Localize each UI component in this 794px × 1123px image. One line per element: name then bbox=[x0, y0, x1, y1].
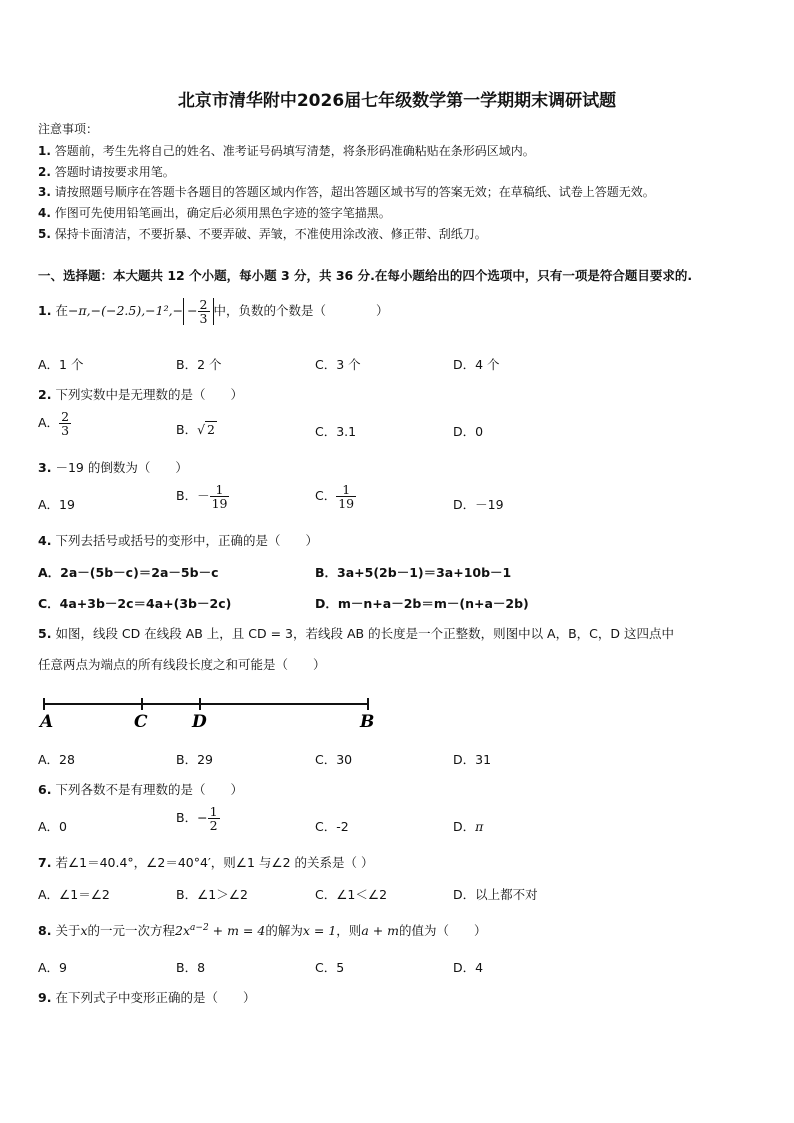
q1-option-b[interactable]: B．2 个 bbox=[176, 357, 222, 372]
point-label-a: A bbox=[40, 712, 54, 732]
q5-option-a[interactable]: A．28 bbox=[38, 752, 75, 767]
q5-option-b[interactable]: B．29 bbox=[176, 752, 213, 767]
q2-option-a[interactable]: A． $\frac{2}{3}$ bbox=[38, 409, 70, 439]
notice-item: 2. 答题时请按要求用笔。 bbox=[38, 165, 175, 179]
notice-item: 5. 保持卡面清洁，不要折暴、不要弄破、弄皱，不准使用涂改液、修正带、刮纸刀。 bbox=[38, 227, 487, 241]
q5-option-d[interactable]: D．31 bbox=[453, 752, 492, 767]
q3-option-b[interactable]: B．－ $\frac{1}{19}$ bbox=[176, 482, 228, 512]
q6-option-a[interactable]: A．0 bbox=[38, 819, 68, 834]
q7-option-c[interactable]: C．∠1＜∠2 bbox=[315, 887, 388, 902]
q8-option-c[interactable]: C．5 bbox=[315, 960, 345, 975]
q7-option-a[interactable]: A．∠1＝∠2 bbox=[38, 887, 110, 902]
question-7: 7. 若∠1＝40.4°，∠2＝40°4′，则∠1 与∠2 的关系是（ ） bbox=[38, 855, 374, 870]
q2-option-c[interactable]: C．3.1 bbox=[315, 424, 357, 439]
q1-option-a[interactable]: A．1 个 bbox=[38, 357, 84, 372]
notice-item: 4. 作图可先使用铅笔画出，确定后必须用黑色字迹的签字笔描黑。 bbox=[38, 206, 391, 220]
notice-heading: 注意事项： bbox=[38, 122, 99, 136]
point-label-d: D bbox=[192, 712, 207, 732]
question-4: 4. 下列去括号或括号的变形中，正确的是（ ） bbox=[38, 533, 318, 548]
q7-option-b[interactable]: B．∠1＞∠2 bbox=[176, 887, 248, 902]
notice-item: 1. 答题前，考生先将自己的姓名、准考证号码填写清楚，将条形码准确粘贴在条形码区域内。 bbox=[38, 144, 535, 158]
q4-option-a[interactable]: A．2a－(5b－c)＝2a－5b－c bbox=[38, 565, 219, 580]
q7-option-d[interactable]: D．以上都不对 bbox=[453, 887, 538, 902]
question-9: 9. 在下列式子中变形正确的是（ ） bbox=[38, 990, 256, 1005]
fraction: $\frac{1}{2}$ bbox=[209, 804, 218, 834]
square-root: √ 2 bbox=[197, 422, 215, 437]
point-label-c: C bbox=[134, 712, 148, 732]
question-2: 2. 下列实数中是无理数的是（ ） bbox=[38, 387, 243, 402]
question-5: 5. 如图，线段 CD 在线段 AB 上，且 CD = 3，若线段 AB 的长度是一个正整数，则图中以 A，B，C，D 这四点中 bbox=[38, 626, 675, 641]
fraction: $\frac{2}{3}$ bbox=[61, 409, 70, 439]
pi-symbol: π bbox=[475, 819, 484, 834]
point-label-b: B bbox=[360, 712, 375, 732]
section-heading: 一、选择题：本大题共 12 个小题，每小题 3 分，共 36 分.在每小题给出的四个选项中，只有一项是符合题目要求的. bbox=[38, 268, 693, 283]
question-6: 6. 下列各数不是有理数的是（ ） bbox=[38, 782, 243, 797]
question-3: 3. －19 的倒数为（ ） bbox=[38, 460, 188, 475]
q1-option-c[interactable]: C．3 个 bbox=[315, 357, 361, 372]
q3-option-c[interactable]: C． $\frac{1}{19}$ bbox=[315, 482, 355, 512]
q2-option-b[interactable]: B．√ 2 bbox=[176, 422, 215, 437]
question-5-line2: 任意两点为端点的所有线段长度之和可能是（ ） bbox=[38, 657, 326, 672]
segment-diagram bbox=[38, 690, 383, 732]
q4-option-b[interactable]: B．3a+5(2b－1)＝3a+10b－1 bbox=[315, 565, 512, 580]
q6-option-c[interactable]: C．-2 bbox=[315, 819, 349, 834]
notice-item: 3. 请按照题号顺序在答题卡各题目的答题区域内作答，超出答题区域书写的答案无效；在草稿纸、试卷上答题无效。 bbox=[38, 185, 655, 199]
q3-option-a[interactable]: A．19 bbox=[38, 497, 75, 512]
absolute-value: − $\frac{2}{3}$ bbox=[183, 298, 213, 325]
page-title: 北京市清华附中2026届七年级数学第一学期期末调研试题 bbox=[177, 91, 617, 111]
fraction: $\frac{1}{19}$ bbox=[338, 482, 355, 512]
q3-option-d[interactable]: D．－19 bbox=[453, 497, 504, 512]
q8-option-b[interactable]: B．8 bbox=[176, 960, 206, 975]
question-1: 1. 在−π,−(−2.5),−1²,− − $\frac{2}{3}$ 中，负数的个数是（ ） bbox=[38, 297, 389, 327]
q4-option-d[interactable]: D．m－n+a－2b＝m－(n+a－2b) bbox=[315, 596, 529, 611]
q8-option-d[interactable]: D．4 bbox=[453, 960, 484, 975]
q2-option-d[interactable]: D．0 bbox=[453, 424, 484, 439]
fraction: $\frac{2}{3}$ bbox=[199, 297, 208, 327]
q6-option-d[interactable]: D．π bbox=[453, 819, 484, 834]
fraction: $\frac{1}{19}$ bbox=[211, 482, 228, 512]
q5-option-c[interactable]: C．30 bbox=[315, 752, 353, 767]
question-8: 8. 关于x的一元一次方程$2x^{a-2} + m = 4$的解为x = 1，则a + m的值为（ ） bbox=[38, 922, 487, 938]
q6-option-b[interactable]: B．− $\frac{1}{2}$ bbox=[176, 804, 218, 834]
q1-option-d[interactable]: D．4 个 bbox=[453, 357, 500, 372]
q4-option-c[interactable]: C．4a+3b－2c＝4a+(3b－2c) bbox=[38, 596, 232, 611]
q8-option-a[interactable]: A．9 bbox=[38, 960, 68, 975]
